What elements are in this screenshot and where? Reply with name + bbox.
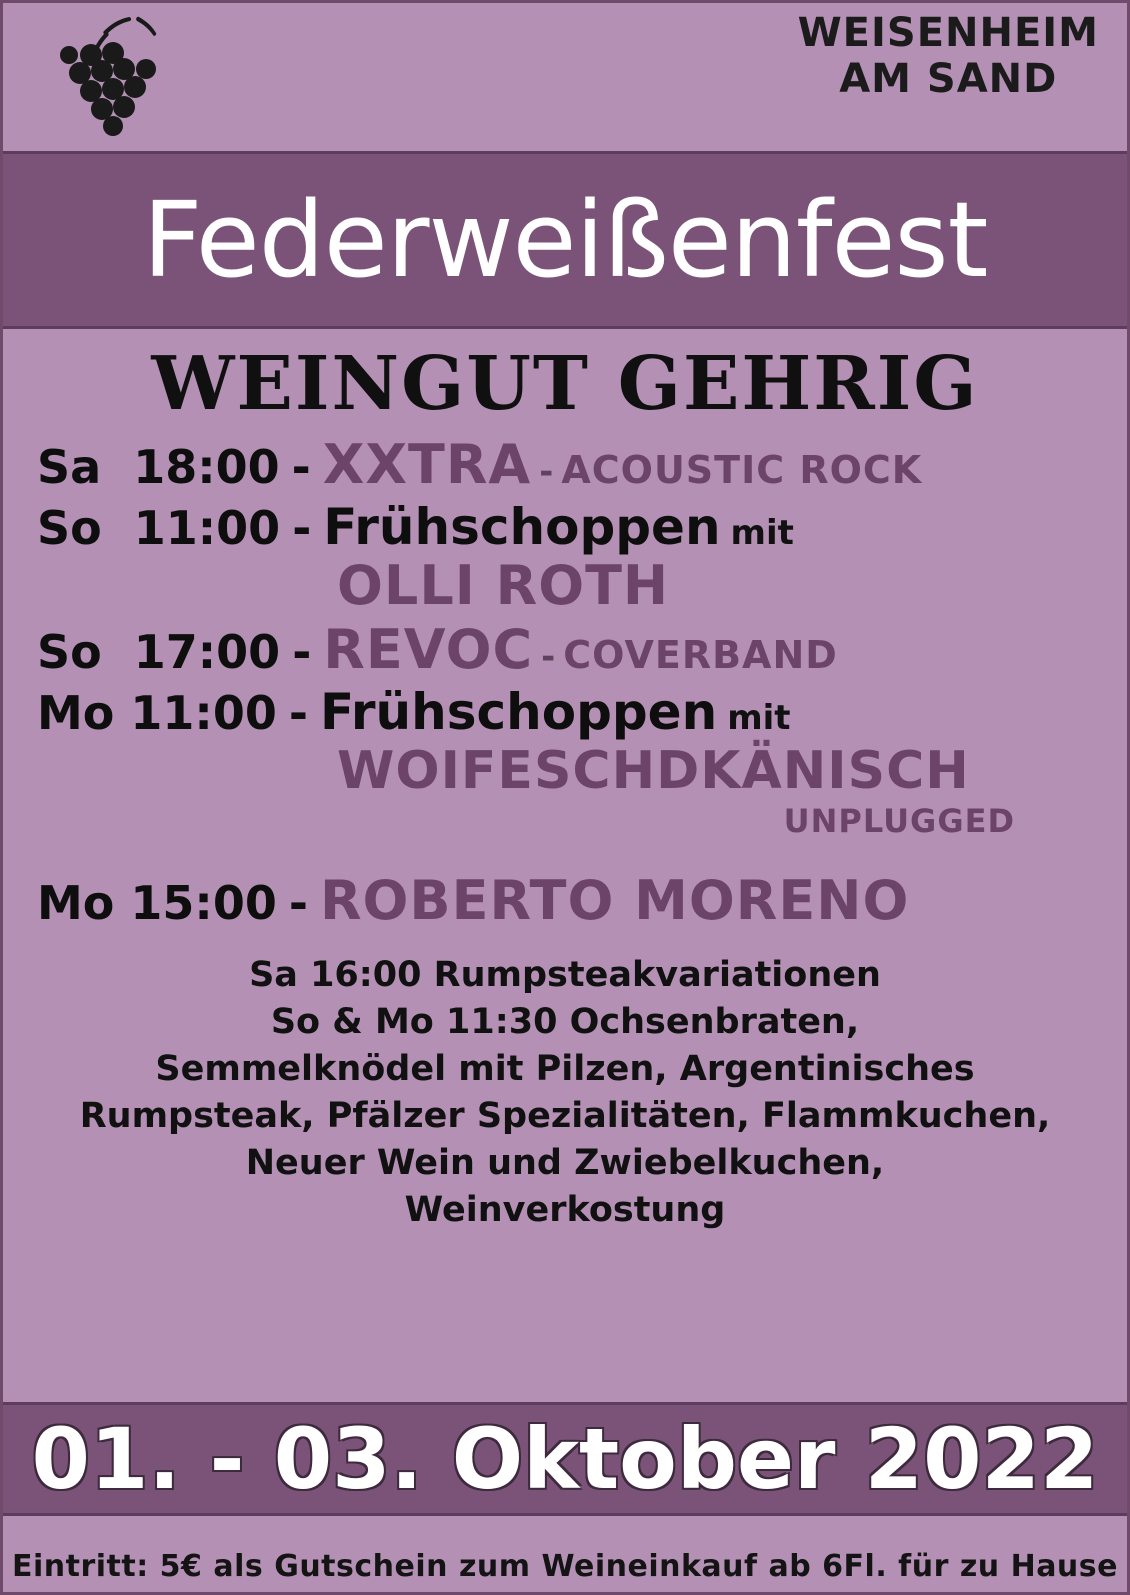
program-act: ROBERTO MORENO: [319, 869, 910, 932]
program-separator: -: [541, 637, 556, 677]
program-day: Mo: [37, 686, 115, 740]
program-act: REVOC: [323, 618, 534, 681]
program-day: Sa: [37, 440, 102, 494]
program-act: Frühschoppen: [319, 683, 718, 741]
event-date: 01. - 03. Oktober 2022: [31, 1410, 1099, 1508]
program-mit: mit: [727, 698, 791, 738]
program-time: 11:00: [133, 501, 281, 555]
program-genre: COVERBAND: [563, 633, 838, 677]
food-line: Semmelknödel mit Pilzen, Argentinisches: [155, 1049, 975, 1089]
program-dash: -: [288, 876, 308, 930]
program-time: 17:00: [133, 625, 281, 679]
program-time: 11:00: [130, 686, 277, 740]
program-note: UNPLUGGED: [783, 802, 1015, 840]
program-time: 18:00: [133, 440, 280, 494]
program-row: [37, 869, 1093, 932]
food-line: Sa 16:00 Rumpsteakvariationen: [249, 955, 881, 995]
poster-header: [3, 3, 1127, 151]
food-line: Weinverkostung: [404, 1190, 726, 1230]
program-dash: -: [292, 501, 312, 555]
program-day: Mo: [37, 876, 115, 930]
town-name: [798, 11, 1099, 103]
program-mit: mit: [730, 513, 794, 553]
food-line: Rumpsteak, Pfälzer Spezialitäten, Flammkuchen,: [79, 1096, 1051, 1136]
program-row: [37, 683, 1093, 841]
program-row: [37, 433, 1093, 496]
program-act: XXTRA: [322, 433, 532, 496]
spacer: [37, 843, 1093, 869]
program-row: [37, 498, 1093, 616]
program-subact: OLLI ROTH: [337, 554, 670, 617]
admission-note: Eintritt: 5€ als Gutschein zum Weineinkauf ab 6Fl. für zu Hause: [12, 1549, 1118, 1584]
program-dash: -: [291, 440, 311, 494]
program-day: So: [37, 625, 102, 679]
food-line: So & Mo 11:30 Ochsenbraten,: [270, 1002, 860, 1042]
page-title: Federweißenfest: [142, 179, 988, 301]
program-row: [37, 618, 1093, 681]
grapes-icon: [33, 11, 203, 136]
program-day: So: [37, 501, 102, 555]
program-separator: -: [539, 452, 554, 492]
town-line-1: WEISENHEIM: [797, 10, 1099, 56]
winery-name: WEINGUT GEHRIG: [151, 341, 979, 427]
date-band: [3, 1402, 1127, 1516]
program-genre: ACOUSTIC ROCK: [561, 448, 923, 492]
food-line: Neuer Wein und Zwiebelkuchen,: [245, 1143, 885, 1183]
program-time: 15:00: [130, 876, 277, 930]
town-line-2: AM SAND: [839, 56, 1058, 102]
program-list: [3, 433, 1127, 932]
food-offerings: [3, 934, 1127, 1244]
title-band: [3, 151, 1127, 329]
program-dash: -: [288, 686, 308, 740]
program-dash: -: [292, 625, 312, 679]
program-act: Frühschoppen: [323, 498, 721, 556]
program-subact: WOIFESCHDKÄNISCH: [337, 741, 970, 801]
